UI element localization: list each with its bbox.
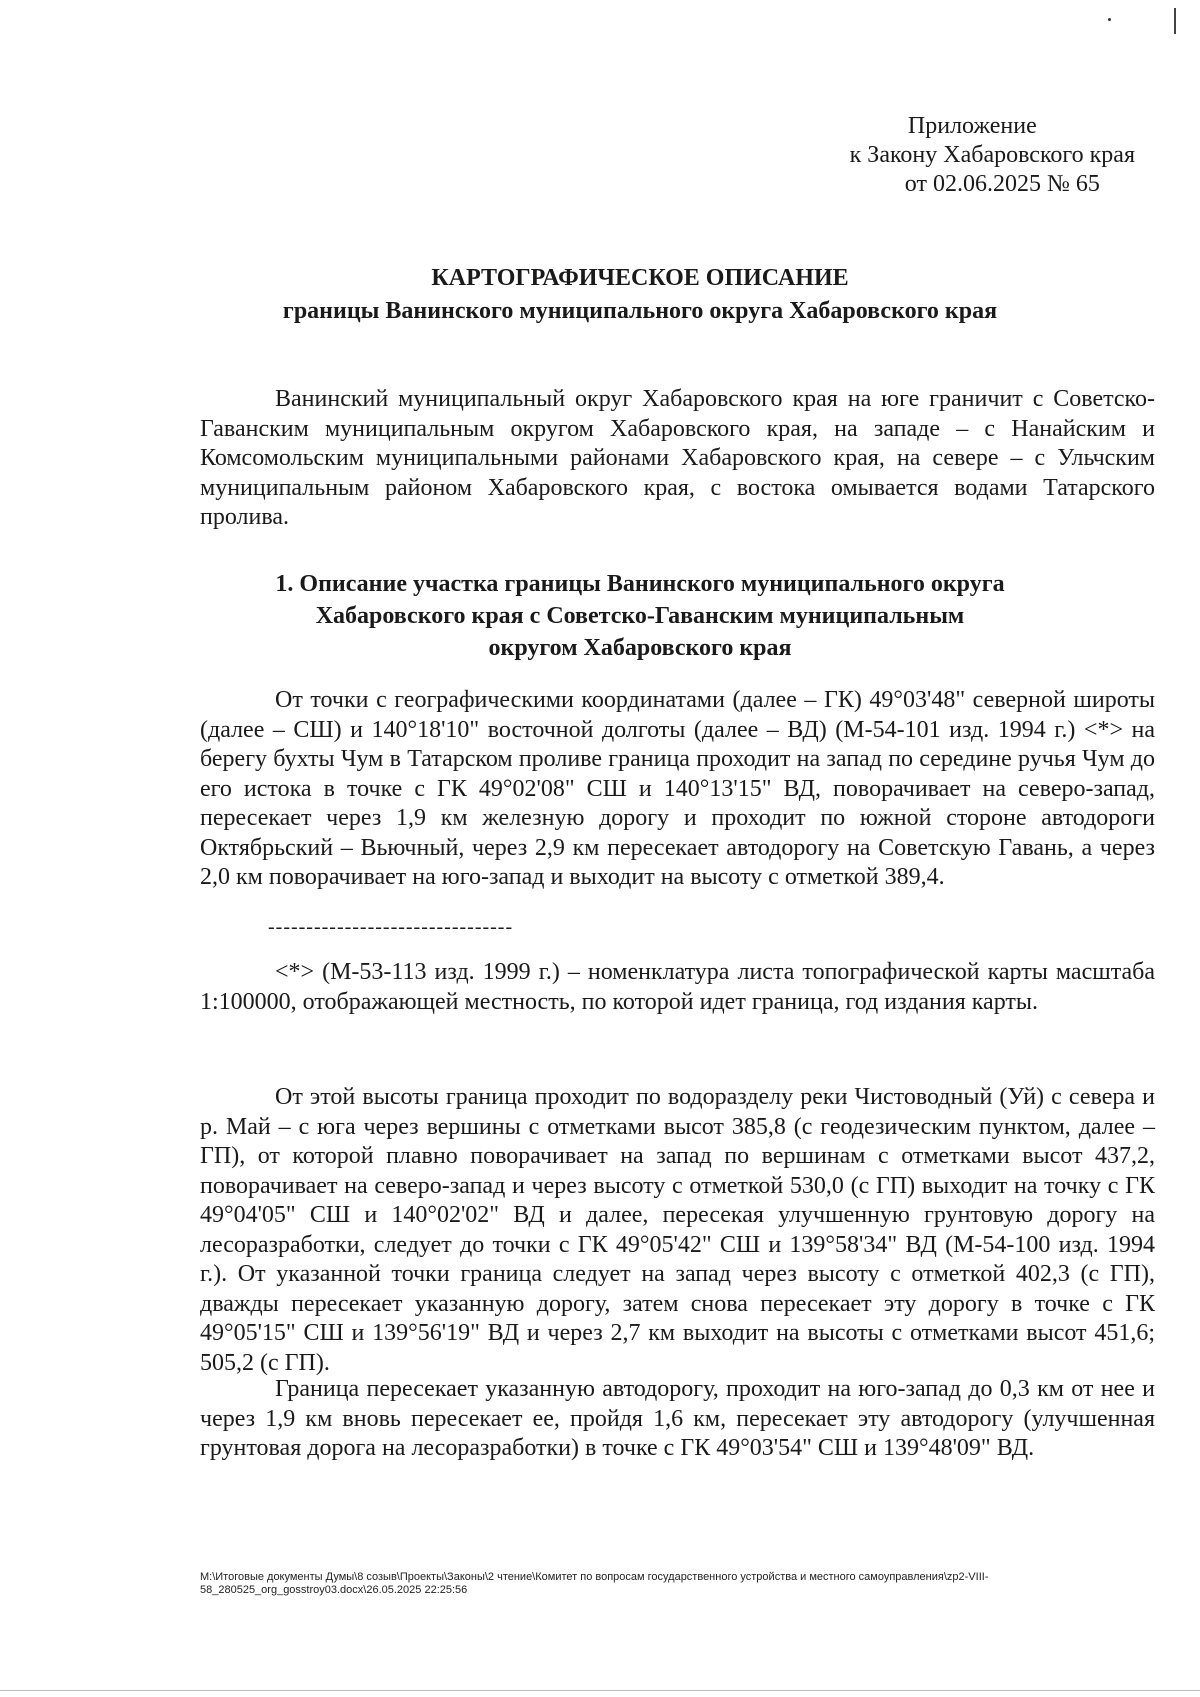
document-title [200,262,1080,328]
scan-speck [1108,18,1111,21]
law-date-number: от 02.06.2025 № 65 [904,171,1100,197]
section-1-paragraph-1: От точки с географическими координатами (далее – ГК) 49°03'48" северной широты (далее – СШ) и 140°18'10" восточной долготы (далее – ВД) (М-54-101 изд. 1994 г.) <*> на берегу бухты Чум в Татарском проливе граница проходит на запад по середине ручья Чум до его истока в точке с ГК 49°02'08" СШ и 140°13'15" ВД, поворачивает на северо-запад, пересекает через 1,9 км железную дорогу и проходит по южной стороне автодороги Октябрьский – Вьючный, через 2,9 км пересекает автодорогу на Советскую Гавань, а через 2,0 км поворачивает на юго-запад и выходит на высоту с отметкой 389,4. [200,687,1155,890]
section-1-paragraph-3: Граница пересекает указанную автодорогу, проходит на юго-запад до 0,3 км от нее и через 1,9 км вновь пересекает ее, пройдя 1,6 км, пересекает эту автодорогу (улучшенная грунтовая дорога на лесоразработки) в точке с ГК 49°03'54" СШ и 139°48'09" ВД. [200,1376,1155,1461]
section-1-title [200,568,1080,664]
intro-section [200,385,1155,533]
footnote-separator: -------------------------------- [268,916,514,938]
scan-edge-mark [1174,8,1176,34]
title-line-2: границы Ванинского муниципального округа Хабаровского края [282,298,998,324]
appendix-header [850,112,1135,199]
section-1-body-1 [200,686,1155,893]
footnote-block [200,958,1155,1017]
section-1-title-line-1: 1. Описание участка границы Ванинского муниципального округа [275,571,1005,597]
scan-bottom-edge [0,1690,1200,1691]
section-1-body-2 [200,1083,1155,1378]
appendix-label: Приложение [907,113,1037,139]
section-1-title-line-2: Хабаровского края с Советско-Гаванским муниципальным [315,603,965,629]
section-1-paragraph-2: От этой высоты граница проходит по водоразделу реки Чистоводный (Уй) с севера и р. Май – с юга через вершины с отметками высот 385,8 (с геодезическим пунктом, далее – ГП), от которой плавно поворачивает на запад по вершинам с отметками высот 437,2, поворачивает на северо-запад и через высоту с отметкой 530,0 (с ГП) выходит на точку с ГК 49°04'05" СШ и 140°02'02" ВД и далее, пересекая улучшенную грунтовую дорогу на лесоразработки, следует до точки с ГК 49°05'42" СШ и 139°58'34" ВД (М-54-100 изд. 1994 г.). От указанной точки граница следует на запад через высоту с отметкой 402,3 (с ГП), дважды пересекает указанную дорогу, затем снова пересекает эту дорогу в точке с ГК 49°05'15" СШ и 139°56'19" ВД и через 2,7 км выходит на высоты с отметками высот 451,6; 505,2 (с ГП). [200,1084,1155,1376]
footnote-text: <*> (М-53-113 изд. 1999 г.) – номенклатура листа топографической карты масштаба 1:100000, отображающей местность, по которой идет граница, год издания карты. [200,959,1155,1015]
title-line-1: КАРТОГРАФИЧЕСКОЕ ОПИСАНИЕ [431,265,849,291]
intro-paragraph: Ванинский муниципальный округ Хабаровского края на юге граничит с Советско-Гаванским муниципальным округом Хабаровского края, на западе – с Нанайским и Комсомольским муниципальными районами Хабаровского края, на севере – с Ульчским муниципальным районом Хабаровского края, с востока омывается водами Татарского пролива. [200,386,1155,530]
section-1-title-line-3: округом Хабаровского края [488,635,792,661]
law-reference: к Закону Хабаровского края [849,142,1135,168]
file-path-footer: M:\Итоговые документы Думы\8 созыв\Проекты\Законы\2 чтение\Комитет по вопросам государственного устройства и местного самоуправления\zp2-VIII-58_280525_org_gosstroy03.docx\26.05.2025 22:25:56 [200,1571,989,1596]
section-1-body-3 [200,1375,1155,1464]
